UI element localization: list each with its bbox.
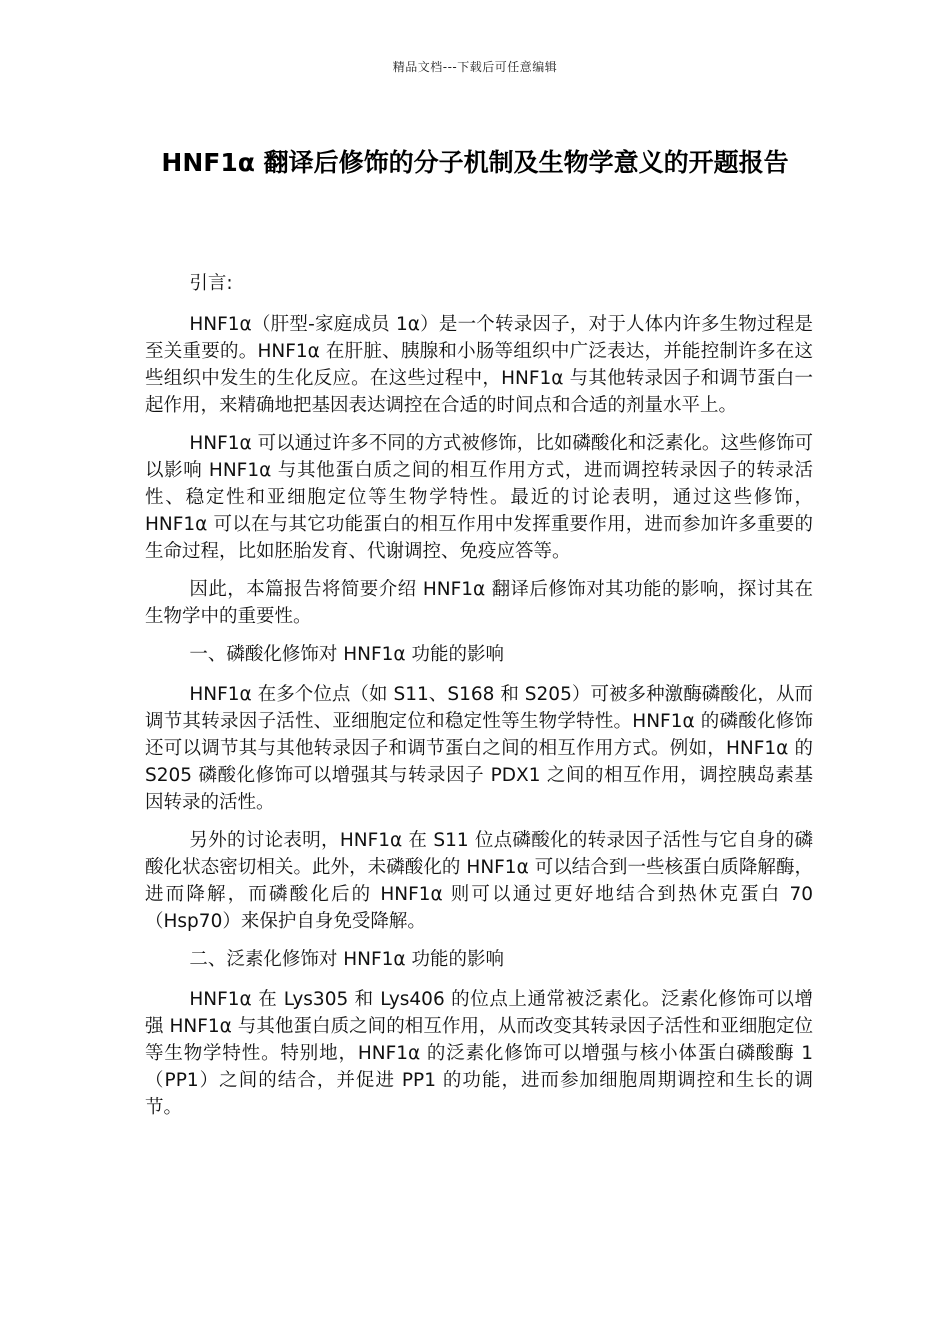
section-heading-phosphorylation: 一、磷酸化修饰对 HNF1α 功能的影响 bbox=[189, 644, 505, 665]
paragraph-intro-hnf1a: HNF1α（肝型-家庭成员 1α）是一个转录因子，对于人体内许多生物过程是至关重要的。HNF1α 在肝脏、胰腺和小肠等组织中广泛表达，并能控制许多在这些组织中发生的生化反应。在这些过程中，HNF1α 与其他转录因子和调节蛋白一起作用，来精确地把基因表达调控在合适的时间点和合适的剂量水平上。 bbox=[145, 314, 813, 416]
paragraph-ubiquitination: HNF1α 在 Lys305 和 Lys406 的位点上通常被泛素化。泛素化修饰可以增强 HNF1α 与其他蛋白质之间的相互作用，从而改变其转录因子活性和亚细胞定位等生物学特性。特别地，HNF1α 的泛素化修饰可以增强与核小体蛋白磷酸酶 1（PP1）之间的结合，并促进 PP1 的功能，进而参加细胞周期调控和生长的调节。 bbox=[145, 989, 813, 1118]
header-watermark: 精品文档---下载后可任意编辑 bbox=[392, 60, 558, 74]
document-title: HNF1α 翻译后修饰的分子机制及生物学意义的开题报告 bbox=[161, 148, 789, 177]
paragraph-modifications: HNF1α 可以通过许多不同的方式被修饰，比如磷酸化和泛素化。这些修饰可以影响 HNF1α 与其他蛋白质之间的相互作用方式，进而调控转录因子的转录活性、稳定性和亚细胞定位等生物学特性。最近的讨论表明，通过这些修饰，HNF1α 可以在与其它功能蛋白的相互作用中发挥重要作用，进而参加许多重要的生命过程，比如胚胎发育、代谢调控、免疫应答等。 bbox=[145, 433, 813, 562]
paragraph-phosphorylation-stability: 另外的讨论表明，HNF1α 在 S11 位点磷酸化的转录因子活性与它自身的磷酸化状态密切相关。此外，未磷酸化的 HNF1α 可以结合到一些核蛋白质降解酶，进而降解，而磷酸化后的 HNF1α 则可以通过更好地结合到热休克蛋白 70（Hsp70）来保护自身免受降解。 bbox=[145, 830, 813, 932]
paragraph-report-purpose: 因此，本篇报告将简要介绍 HNF1α 翻译后修饰对其功能的影响，探讨其在生物学中的重要性。 bbox=[145, 579, 813, 627]
section-heading-ubiquitination: 二、泛素化修饰对 HNF1α 功能的影响 bbox=[189, 949, 505, 970]
paragraph-phosphorylation-sites: HNF1α 在多个位点（如 S11、S168 和 S205）可被多种激酶磷酸化，从而调节其转录因子活性、亚细胞定位和稳定性等生物学特性。HNF1α 的磷酸化修饰还可以调节其与其他转录因子和调节蛋白之间的相互作用方式。例如，HNF1α 的 S205 磷酸化修饰可以增强其与转录因子 PDX1 之间的相互作用，调控胰岛素基因转录的活性。 bbox=[145, 684, 813, 813]
intro-label: 引言: bbox=[189, 273, 233, 294]
document-body bbox=[145, 270, 813, 1132]
